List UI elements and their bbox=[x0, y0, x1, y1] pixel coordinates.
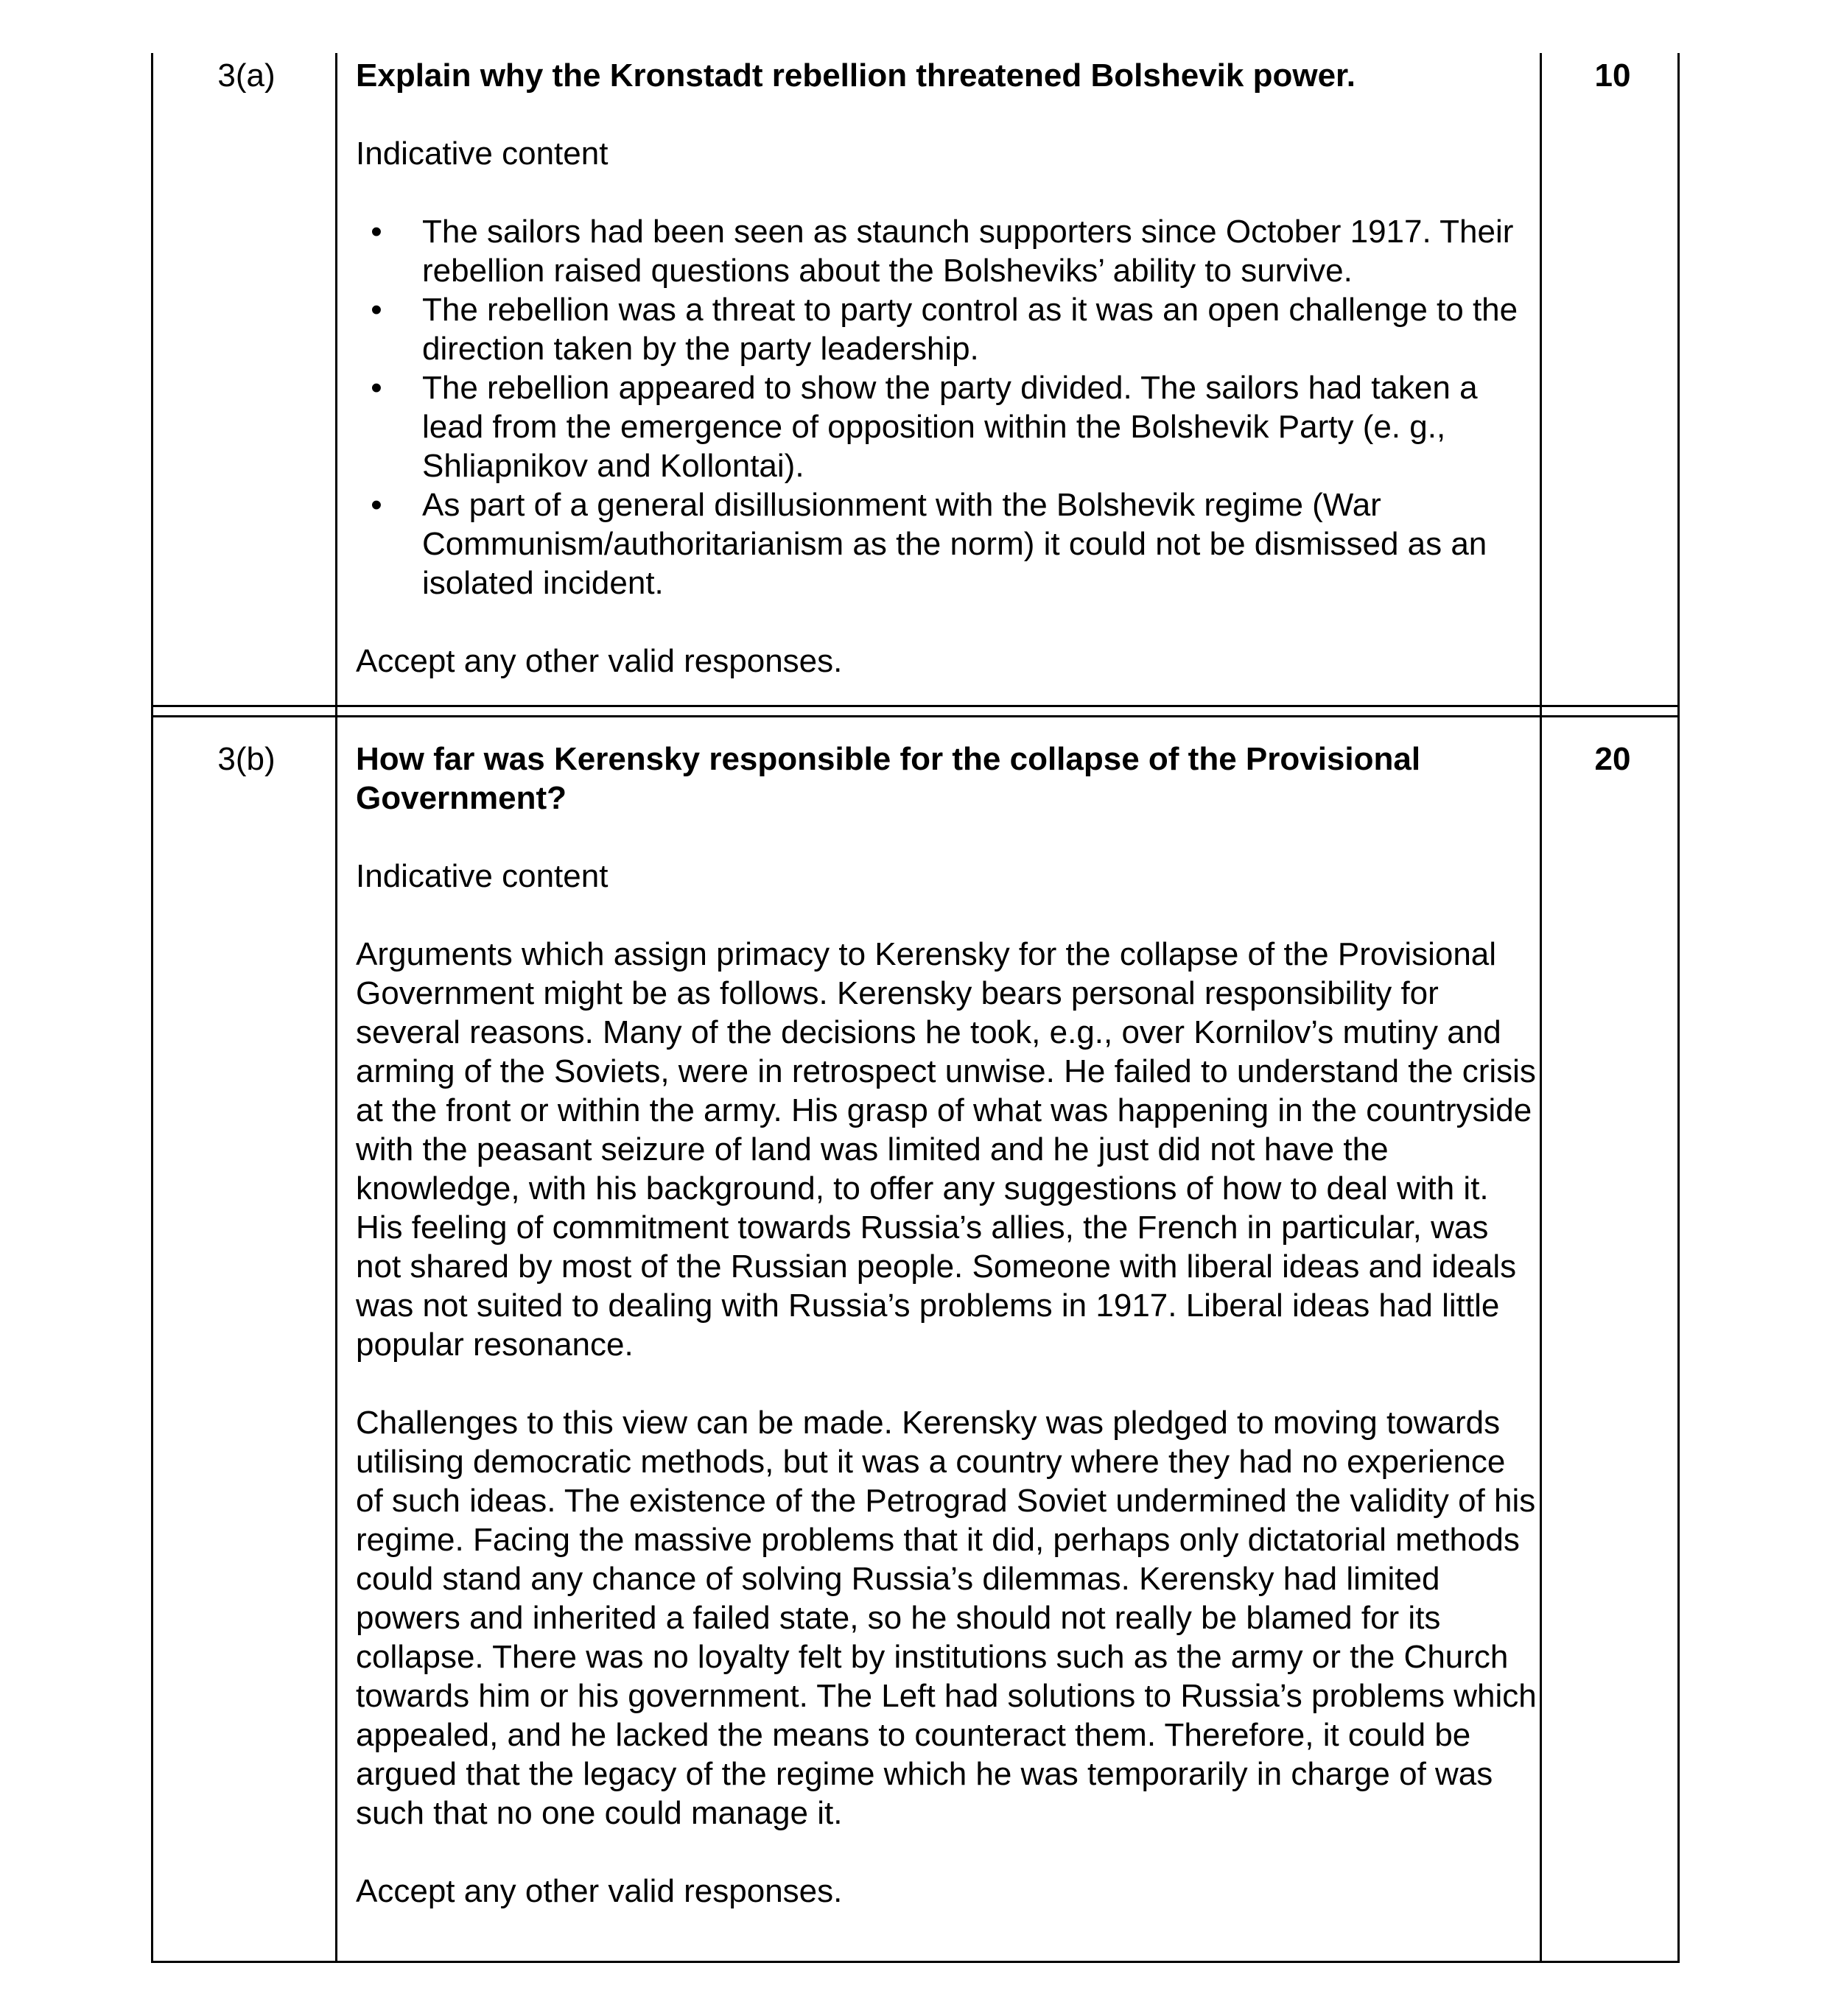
column-divider-2 bbox=[1540, 53, 1542, 1963]
list-item: • The rebellion was a threat to party control as it was an open challenge to the direction taken by the party leadership. bbox=[356, 290, 1538, 368]
answer-cell bbox=[356, 740, 1538, 1911]
indicative-heading: Indicative content bbox=[356, 136, 609, 172]
marks-value: 20 bbox=[1594, 741, 1631, 777]
column-divider-1 bbox=[335, 53, 337, 1963]
bullet-icon: • bbox=[371, 487, 382, 523]
question-text: How far was Kerensky responsible for the collapse of the Provisional Government? bbox=[356, 741, 1421, 816]
closing-note: Accept any other valid responses. bbox=[356, 643, 843, 679]
row-divider-top bbox=[151, 705, 1680, 707]
list-item: • The rebellion appeared to show the party divided. The sailors had taken a lead from the emergence of opposition within the Bolshevik Party (e. g., Shliapnikov and Kollontai). bbox=[356, 368, 1538, 485]
list-item: • The sailors had been seen as staunch supporters since October 1917. Their rebellion raised questions about the Bolsheviks’ ability to survive. bbox=[356, 212, 1538, 290]
bullet-list bbox=[356, 212, 1538, 603]
table-border-right bbox=[1677, 53, 1680, 1963]
indicative-heading: Indicative content bbox=[356, 858, 609, 894]
question-text: Explain why the Kronstadt rebellion threatened Bolshevik power. bbox=[356, 57, 1356, 94]
question-number: 3(a) bbox=[217, 57, 276, 94]
table-border-bottom bbox=[151, 1961, 1680, 1963]
argument-paragraph: Arguments which assign primacy to Kerensky for the collapse of the Provisional Government might be as follows. Kerensky bears personal responsibility for several reasons. Many of the decisions he took, e.g., over Kornilov’s mutiny and arming of the Soviets, were in retrospect unwise. He failed to understand the crisis at the front or within the army. His grasp of what was happening in the countryside with the peasant seizure of land was limited and he just did not have the knowledge, with his background, to offer any suggestions of how to deal with it. His feeling of commitment towards Russia’s allies, the French in particular, was not shared by most of the Russian people. Someone with liberal ideas and ideals was not suited to dealing with Russia’s problems in 1917. Liberal ideas had little popular resonance. bbox=[356, 936, 1536, 1363]
bullet-icon: • bbox=[371, 214, 382, 250]
list-item: • As part of a general disillusionment with the Bolshevik regime (War Communism/authoritarianism as the norm) it could not be dismissed as an isolated incident. bbox=[356, 485, 1538, 603]
challenge-paragraph: Challenges to this view can be made. Kerensky was pledged to moving towards utilising democratic methods, but it was a country where they had no experience of such ideas. The existence of the Petrograd Soviet undermined the validity of his regime. Facing the massive problems that it did, perhaps only dictatorial methods could stand any chance of solving Russia’s dilemmas. Kerensky had limited powers and inherited a failed state, so he should not really be blamed for its collapse. There was no loyalty felt by institutions such as the army or the Church towards him or his government. The Left had solutions to Russia’s problems which appealed, and he lacked the means to counteract them. Therefore, it could be argued that the legacy of the regime which he was temporarily in charge of was such that no one could manage it. bbox=[356, 1405, 1537, 1831]
question-number: 3(b) bbox=[217, 741, 276, 777]
bullet-icon: • bbox=[371, 292, 382, 328]
answer-cell bbox=[356, 56, 1538, 681]
bullet-icon: • bbox=[371, 370, 382, 406]
closing-note: Accept any other valid responses. bbox=[356, 1873, 843, 1909]
marks-value: 10 bbox=[1594, 57, 1631, 94]
table-border-left bbox=[151, 53, 153, 1963]
row-divider-bottom bbox=[151, 715, 1680, 717]
